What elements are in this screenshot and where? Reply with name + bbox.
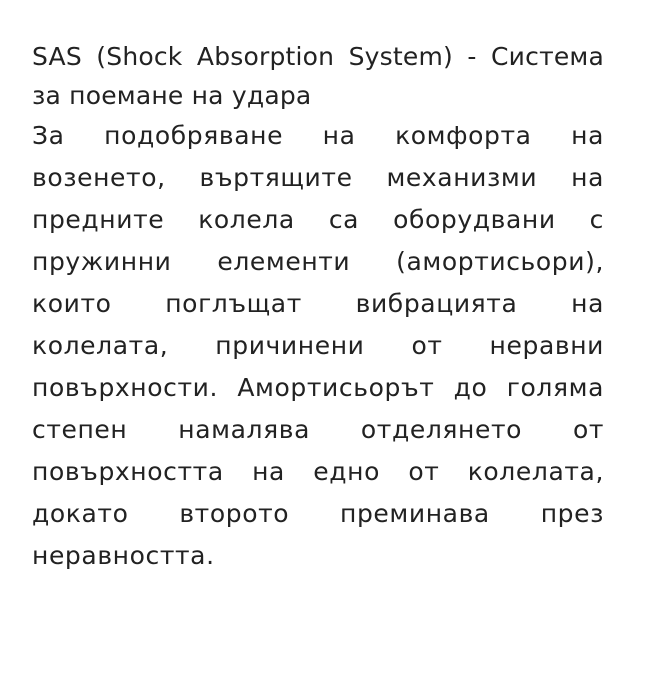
article (32, 37, 604, 577)
article-heading: SAS (Shock Absorption System) - Система за поемане на удара (32, 42, 604, 110)
article-body: За подобряване на комфорта на возенето, въртящите механизми на предните колела са оборудвани с пружинни елементи (амортисьори), които поглъщат вибрацията на колелата, причинени от неравни повърхности. Амортисьорът до голяма степен намалява отделянето от повърхността на едно от колелата, докато второто преминава през неравността. (32, 121, 604, 570)
